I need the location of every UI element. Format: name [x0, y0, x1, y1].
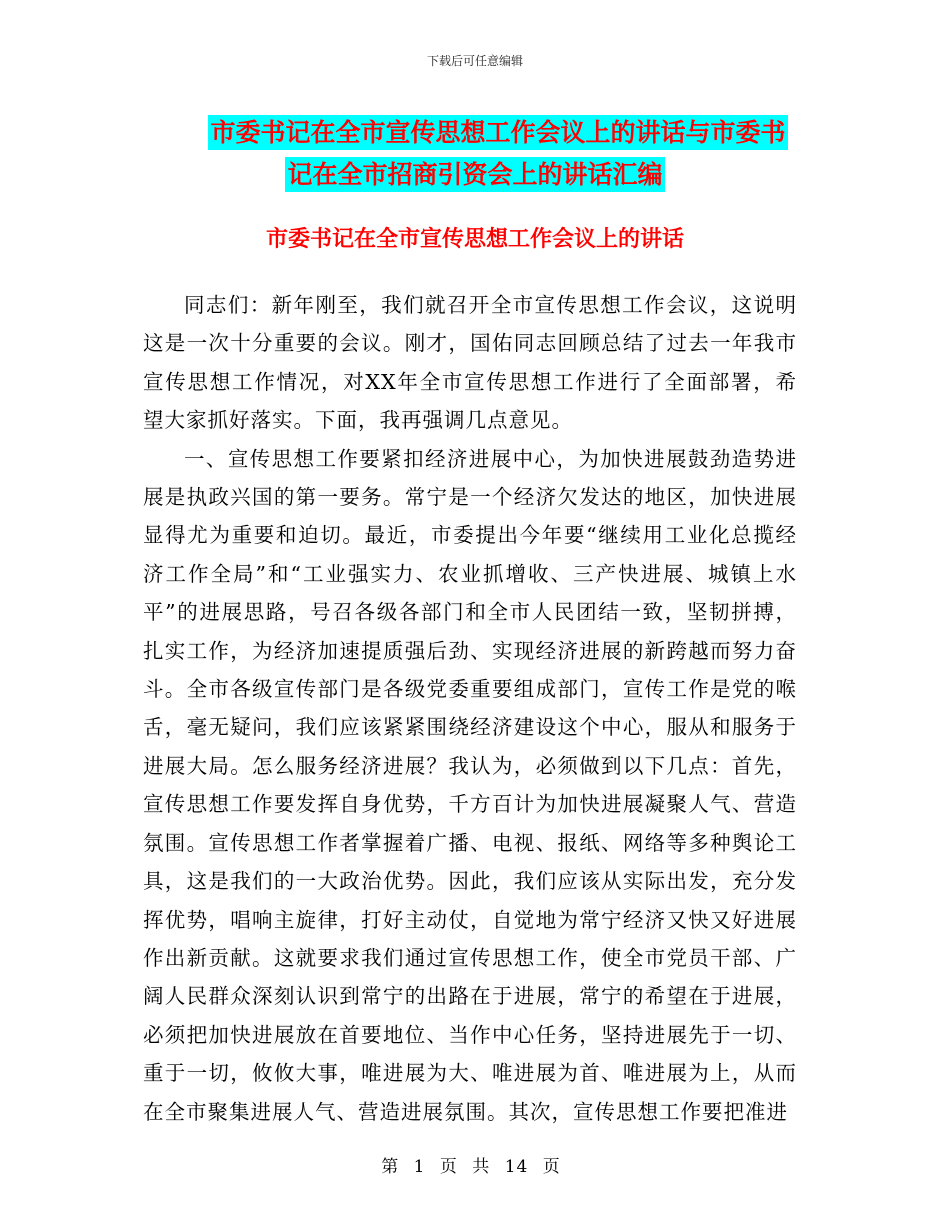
footer-total-word: 共 — [472, 1157, 491, 1177]
footer-prefix: 第 — [381, 1157, 400, 1177]
document-title-line-2 — [0, 153, 950, 197]
section-heading: 市委书记在全市宣传思想工作会议上的讲话 — [265, 226, 684, 252]
page-footer — [0, 1152, 950, 1177]
page-header-note: 下载后可任意编辑 — [426, 54, 523, 68]
paragraph: 一、宣传思想工作要紧扣经济进展中心，为加快进展鼓劲造势进展是执政兴国的第一要务。常宁是一个经济欠发达的地区，加快进展显得尤为重要和迫切。最近，市委提出今年要“继续用工业化总揽经济工作全局”和“工业强实力、农业抓增收、三产快进展、城镇上水平”的进展思路，号召各级各部门和全市人民团结一致，坚韧拼搏，扎实工作，为经济加速提质强后劲、实现经济进展的新跨越而努力奋斗。全市各级宣传部门是各级党委重要组成部门，宣传工作是党的喉舌，毫无疑问，我们应该紧紧围绕经济建设这个中心，服从和服务于进展大局。怎么服务经济进展？我认为，必须做到以下几点：首先，宣传思想工作要发挥自身优势，千方百计为加快进展凝聚人气、营造氛围。宣传思想工作者掌握着广播、电视、报纸、网络等多种舆论工具，这是我们的一大政治优势。因此，我们应该从实际出发，充分发挥优势，唱响主旋律，打好主动仗，自觉地为常宁经济又快又好进展作出新贡献。这就要求我们通过宣传思想工作，使全市党员干部、广阔人民群众深刻认识到常宁的出路在于进展，常宁的希望在于进展，必须把加快进展放在首要地位、当作中心任务，坚持进展先于一切、重于一切，攸攸大事，唯进展为大、唯进展为首、唯进展为上，从而在全市聚集进展人气、营造进展氛围。其次，宣传思想工作要把准进 — [143, 446, 797, 1124]
footer-current-page: 1 — [413, 1157, 426, 1177]
document-title-text-2: 记在全市招商引资会上的讲话汇编 — [285, 157, 664, 192]
document-title-text-1: 市委书记在全市宣传思想工作会议上的讲话与市委书 — [208, 115, 787, 150]
footer-suffix: 页 — [542, 1157, 561, 1177]
footer-page-word: 页 — [439, 1157, 458, 1177]
document-title-line-1 — [0, 111, 950, 155]
document-body — [143, 286, 797, 1131]
footer-total-pages: 14 — [504, 1157, 529, 1177]
paragraph: 同志们：新年刚至，我们就召开全市宣传思想工作会议，这说明这是一次十分重要的会议。刚才，国佑同志回顾总结了过去一年我市宣传思想工作情况，对XX年全市宣传思想工作进行了全面部署，希望大家抓好落实。下面，我再强调几点意见。 — [143, 293, 797, 433]
